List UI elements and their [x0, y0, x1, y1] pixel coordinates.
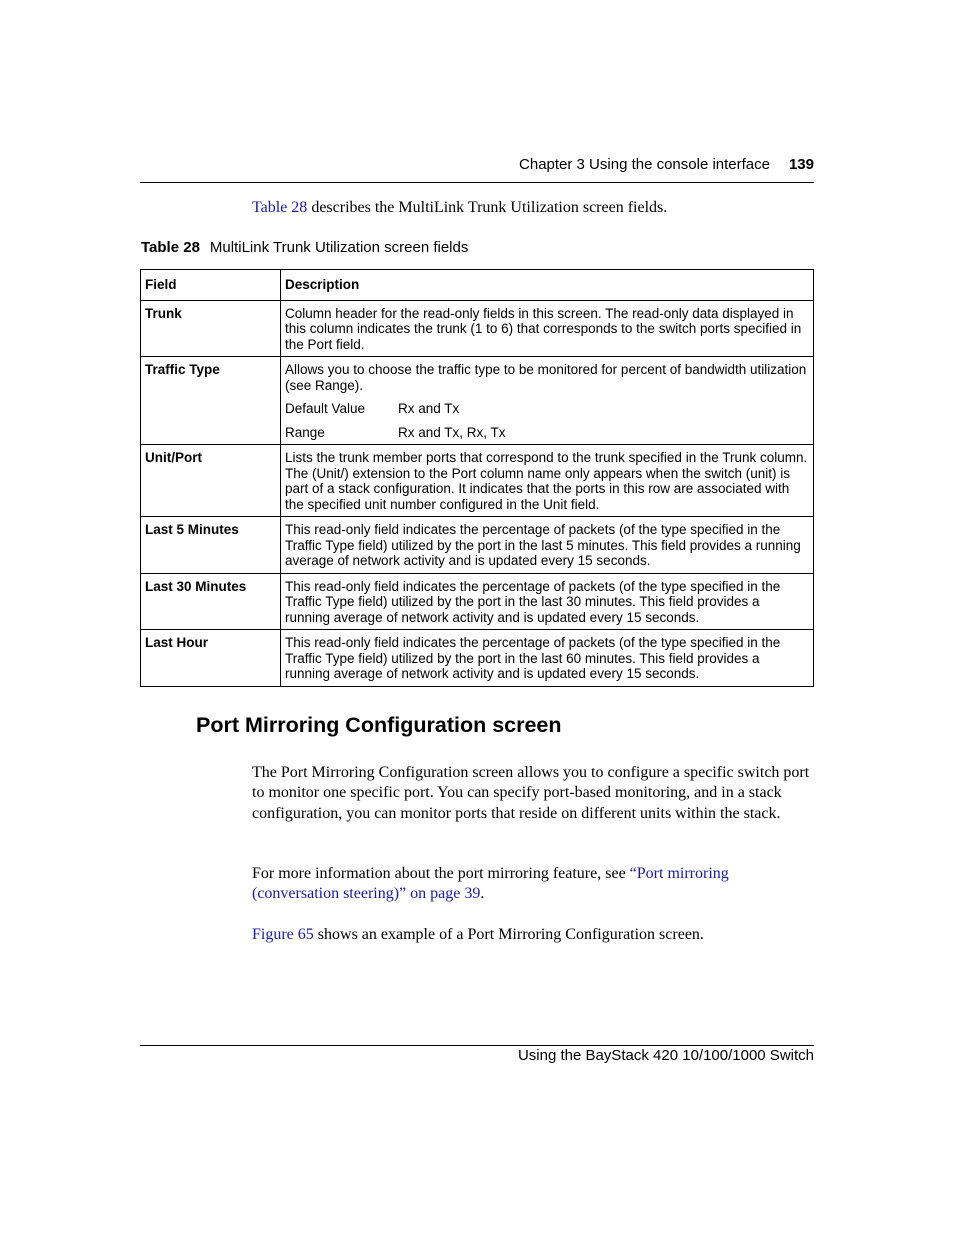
field-name: Trunk	[141, 300, 281, 357]
figure-65-link[interactable]: Figure 65	[252, 926, 314, 943]
table-header-row	[141, 270, 814, 301]
intro-paragraph	[252, 199, 667, 217]
field-description: This read-only field indicates the percentage of packets (of the type specified in the Traffic Type field) utilized by the port in the last 60 minutes. This field provides a running average of network activity and is updated every 15 seconds.	[281, 630, 814, 687]
chapter-title: Chapter 3 Using the console interface	[519, 156, 770, 173]
running-header	[140, 156, 814, 176]
field-name: Last 5 Minutes	[141, 517, 281, 574]
range-key: Range	[285, 424, 325, 440]
range-value: Rx and Tx, Rx, Tx	[398, 424, 506, 440]
header-field: Field	[141, 270, 281, 301]
default-value-row	[285, 401, 808, 417]
default-value-key: Default Value	[285, 401, 366, 416]
field-description-cell	[281, 357, 814, 445]
table-row	[141, 517, 814, 574]
field-name: Traffic Type	[141, 357, 281, 445]
field-description: Column header for the read-only fields in this screen. The read-only data displayed in this column indicates the trunk (1 to 6) that corresponds to the switch ports specified in the Port field.	[281, 300, 814, 357]
fields-table	[140, 269, 814, 687]
field-description: Allows you to choose the traffic type to be monitored for percent of bandwidth utilization (see Range).	[285, 362, 807, 393]
default-value-value: Rx and Tx	[398, 401, 460, 416]
port-mirroring-link[interactable]: “Port mirroring (conversation steering)” on page 39	[252, 865, 729, 903]
table-caption-title: MultiLink Trunk Utilization screen fields	[209, 239, 469, 256]
p2-end: .	[480, 885, 485, 903]
table-row	[141, 300, 814, 357]
header-rule	[140, 182, 814, 183]
field-description: This read-only field indicates the percentage of packets (of the type specified in the Traffic Type field) utilized by the port in the last 30 minutes. This field provides a running average of network activity and is updated every 15 seconds.	[281, 573, 814, 630]
range-row	[285, 425, 808, 441]
table-row	[141, 357, 814, 445]
section-heading: Port Mirroring Configuration screen	[196, 713, 562, 737]
p2-text: For more information about the port mirroring feature, see	[252, 865, 630, 882]
field-name: Last Hour	[141, 630, 281, 687]
table-28-link[interactable]: Table 28	[252, 199, 308, 216]
table-row	[141, 573, 814, 630]
table-caption-label: Table 28	[141, 239, 200, 256]
page-number: 139	[788, 156, 814, 173]
field-name: Unit/Port	[141, 445, 281, 517]
field-description: This read-only field indicates the percentage of packets (of the type specified in the Traffic Type field) utilized by the port in the last 5 minutes. This field provides a running average of network activity and is updated every 15 seconds.	[281, 517, 814, 574]
p3-text: shows an example of a Port Mirroring Configuration screen.	[313, 926, 704, 943]
footer-rule	[140, 1045, 814, 1046]
page-footer: Using the BayStack 420 10/100/1000 Switch	[517, 1047, 814, 1064]
field-name: Last 30 Minutes	[141, 573, 281, 630]
table-row	[141, 630, 814, 687]
field-description: Lists the trunk member ports that correspond to the trunk specified in the Trunk column. The (Unit/) extension to the Port column name only appears when the switch (unit) is part of a stack configuration. It indicates that the ports in this row are associated with the specified unit number configured in the Unit field.	[281, 445, 814, 517]
header-description: Description	[281, 270, 814, 301]
table-row	[141, 445, 814, 517]
intro-text: describes the MultiLink Trunk Utilization screen fields.	[307, 199, 668, 216]
table-caption	[141, 239, 468, 256]
section-paragraph-2	[252, 864, 814, 905]
section-paragraph-3	[252, 925, 814, 945]
section-paragraph-1: The Port Mirroring Configuration screen allows you to configure a specific switch port to monitor one specific port. You can specify port-based monitoring, and in a stack configuration, you can monitor ports that reside on different units within the stack.	[252, 764, 810, 822]
